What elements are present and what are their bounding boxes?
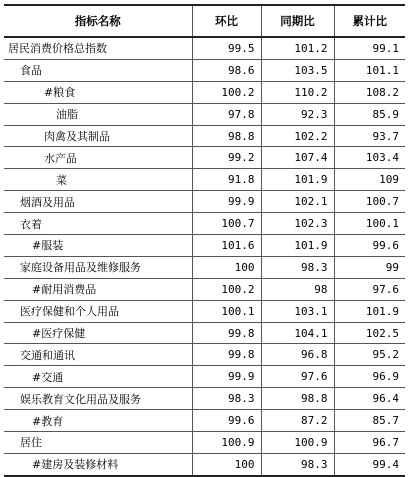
- row-month-on-month: 101.6: [192, 235, 261, 257]
- row-cumulative: 109: [334, 169, 405, 191]
- row-month-on-month: 97.8: [192, 103, 261, 125]
- row-cumulative: 96.9: [334, 366, 405, 388]
- row-indicator-name: 肉禽及其制品: [4, 125, 192, 147]
- table-row: [4, 388, 405, 410]
- row-year-on-year: 102.2: [261, 125, 334, 147]
- row-indicator-name: 食品: [4, 59, 192, 81]
- row-month-on-month: 100.2: [192, 278, 261, 300]
- row-cumulative: 97.6: [334, 278, 405, 300]
- row-month-on-month: 99.5: [192, 37, 261, 59]
- table-row: [4, 453, 405, 475]
- row-indicator-name: 烟酒及用品: [4, 191, 192, 213]
- row-cumulative: 85.7: [334, 410, 405, 432]
- row-year-on-year: 98.3: [261, 453, 334, 475]
- row-cumulative: 101.1: [334, 59, 405, 81]
- row-indicator-name: #粮食: [4, 81, 192, 103]
- row-month-on-month: 100.1: [192, 300, 261, 322]
- row-year-on-year: 97.6: [261, 366, 334, 388]
- row-year-on-year: 98: [261, 278, 334, 300]
- table-row: [4, 147, 405, 169]
- row-month-on-month: 98.6: [192, 59, 261, 81]
- table-row: [4, 256, 405, 278]
- table-row: [4, 125, 405, 147]
- table-row: [4, 432, 405, 454]
- table-row: [4, 213, 405, 235]
- row-month-on-month: 91.8: [192, 169, 261, 191]
- table-row: [4, 278, 405, 300]
- row-cumulative: 96.7: [334, 432, 405, 454]
- row-year-on-year: 98.8: [261, 388, 334, 410]
- table-row: [4, 322, 405, 344]
- row-cumulative: 103.4: [334, 147, 405, 169]
- row-month-on-month: 99.8: [192, 322, 261, 344]
- row-cumulative: 99: [334, 256, 405, 278]
- row-year-on-year: 104.1: [261, 322, 334, 344]
- row-indicator-name: 医疗保健和个人用品: [4, 300, 192, 322]
- row-year-on-year: 100.9: [261, 432, 334, 454]
- row-month-on-month: 98.3: [192, 388, 261, 410]
- row-year-on-year: 96.8: [261, 344, 334, 366]
- row-indicator-name: 家庭设备用品及维修服务: [4, 256, 192, 278]
- row-month-on-month: 100: [192, 256, 261, 278]
- row-cumulative: 99.6: [334, 235, 405, 257]
- row-indicator-name: 交通和通讯: [4, 344, 192, 366]
- row-year-on-year: 107.4: [261, 147, 334, 169]
- row-cumulative: 99.1: [334, 37, 405, 59]
- row-month-on-month: 100: [192, 453, 261, 475]
- row-indicator-name: 油脂: [4, 103, 192, 125]
- row-month-on-month: 99.2: [192, 147, 261, 169]
- row-cumulative: 108.2: [334, 81, 405, 103]
- row-year-on-year: 101.9: [261, 169, 334, 191]
- row-cumulative: 100.1: [334, 213, 405, 235]
- table-row: [4, 344, 405, 366]
- table-body: [4, 37, 405, 476]
- row-year-on-year: 98.3: [261, 256, 334, 278]
- header-indicator-name: 指标名称: [4, 5, 192, 37]
- row-year-on-year: 92.3: [261, 103, 334, 125]
- row-cumulative: 96.4: [334, 388, 405, 410]
- row-year-on-year: 103.1: [261, 300, 334, 322]
- row-indicator-name: 居住: [4, 432, 192, 454]
- row-indicator-name: #建房及装修材料: [4, 453, 192, 475]
- table-row: [4, 235, 405, 257]
- row-month-on-month: 99.9: [192, 191, 261, 213]
- row-cumulative: 99.4: [334, 453, 405, 475]
- row-indicator-name: #耐用消费品: [4, 278, 192, 300]
- table-row: [4, 169, 405, 191]
- row-month-on-month: 99.6: [192, 410, 261, 432]
- table-row: [4, 103, 405, 125]
- row-year-on-year: 103.5: [261, 59, 334, 81]
- row-cumulative: 101.9: [334, 300, 405, 322]
- row-cumulative: 102.5: [334, 322, 405, 344]
- row-year-on-year: 87.2: [261, 410, 334, 432]
- table-row: [4, 191, 405, 213]
- row-indicator-name: #教育: [4, 410, 192, 432]
- row-indicator-name: 居民消费价格总指数: [4, 37, 192, 59]
- row-month-on-month: 100.7: [192, 213, 261, 235]
- table-row: [4, 410, 405, 432]
- row-year-on-year: 102.3: [261, 213, 334, 235]
- row-year-on-year: 101.9: [261, 235, 334, 257]
- header-year-on-year: 同期比: [261, 5, 334, 37]
- row-cumulative: 93.7: [334, 125, 405, 147]
- row-indicator-name: #交通: [4, 366, 192, 388]
- row-month-on-month: 100.2: [192, 81, 261, 103]
- row-cumulative: 100.7: [334, 191, 405, 213]
- cpi-table-container: [4, 4, 405, 477]
- header-row: [4, 5, 405, 37]
- row-indicator-name: 菜: [4, 169, 192, 191]
- row-month-on-month: 99.9: [192, 366, 261, 388]
- row-year-on-year: 101.2: [261, 37, 334, 59]
- header-cumulative: 累计比: [334, 5, 405, 37]
- row-year-on-year: 102.1: [261, 191, 334, 213]
- row-year-on-year: 110.2: [261, 81, 334, 103]
- row-indicator-name: 水产品: [4, 147, 192, 169]
- table-row: [4, 37, 405, 59]
- row-cumulative: 95.2: [334, 344, 405, 366]
- row-indicator-name: 衣着: [4, 213, 192, 235]
- table-row: [4, 366, 405, 388]
- row-month-on-month: 98.8: [192, 125, 261, 147]
- row-month-on-month: 100.9: [192, 432, 261, 454]
- header-month-on-month: 环比: [192, 5, 261, 37]
- table-row: [4, 300, 405, 322]
- row-indicator-name: #服装: [4, 235, 192, 257]
- row-month-on-month: 99.8: [192, 344, 261, 366]
- table-row: [4, 81, 405, 103]
- row-indicator-name: 娱乐教育文化用品及服务: [4, 388, 192, 410]
- row-indicator-name: #医疗保健: [4, 322, 192, 344]
- row-cumulative: 85.9: [334, 103, 405, 125]
- cpi-table: [4, 4, 405, 477]
- table-row: [4, 59, 405, 81]
